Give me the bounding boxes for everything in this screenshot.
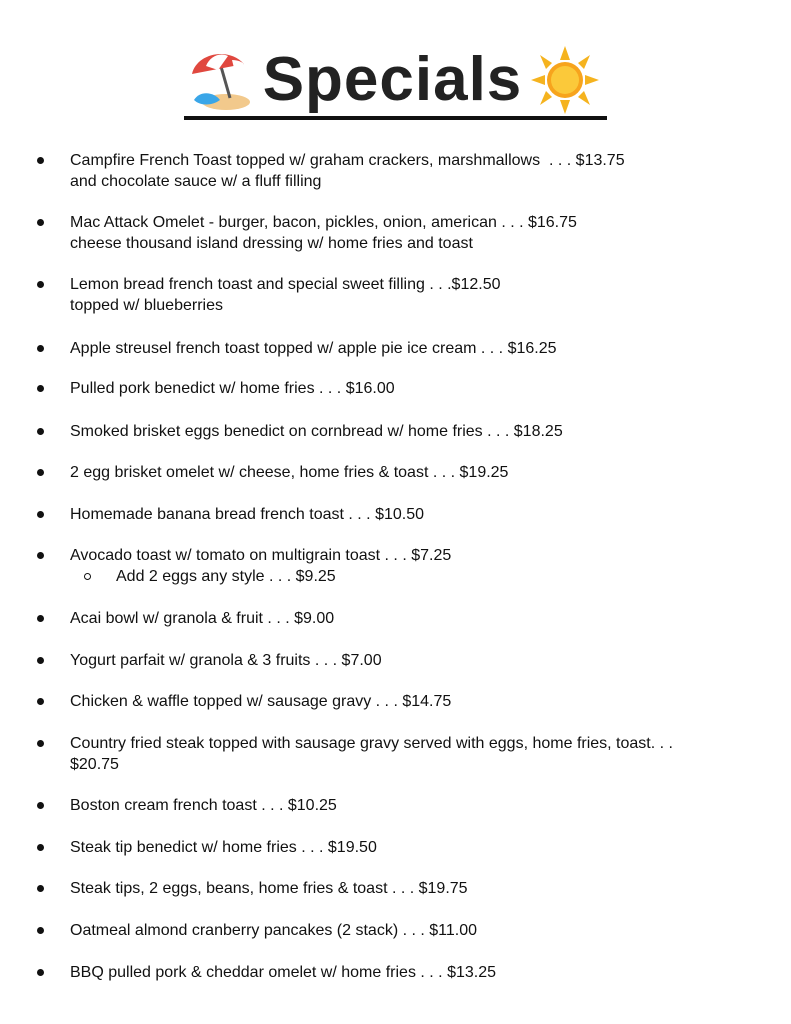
menu-item-text: Homemade banana bread french toast . . . $10.50: [70, 506, 425, 523]
bullet-icon: [37, 511, 44, 518]
menu-item-text: topped w/ blueberries: [70, 297, 223, 314]
menu-item-text: Boston cream french toast . . . $10.25: [70, 797, 337, 814]
menu-item-text: Mac Attack Omelet - burger, bacon, pickles, onion, american . . . $16.75: [70, 214, 577, 231]
page-title: Specials: [262, 45, 523, 114]
menu-item-text: Lemon bread french toast and special sweet filling . . .$12.50: [70, 276, 501, 293]
menu-item-text: Oatmeal almond cranberry pancakes (2 stack) . . . $11.00: [70, 922, 478, 939]
bullet-icon: [37, 698, 44, 705]
bullet-icon: [37, 469, 44, 476]
menu-item-text: Smoked brisket eggs benedict on cornbread w/ home fries . . . $18.25: [70, 423, 563, 440]
title-underline: [184, 44, 607, 120]
bullet-icon: [37, 428, 44, 435]
menu-item-text: Country fried steak topped with sausage gravy served with eggs, home fries, toast. . .: [70, 735, 673, 752]
menu-item-text: cheese thousand island dressing w/ home fries and toast: [70, 235, 473, 252]
menu-item-text: and chocolate sauce w/ a fluff filling: [70, 173, 322, 190]
sun-icon: [527, 44, 603, 116]
bullet-icon: [37, 157, 44, 164]
bullet-icon: [37, 802, 44, 809]
menu-item-text: BBQ pulled pork & cheddar omelet w/ home fries . . . $13.25: [70, 964, 496, 981]
menu-item-text: Apple streusel french toast topped w/ apple pie ice cream . . . $16.25: [70, 340, 557, 357]
bullet-icon: [37, 844, 44, 851]
bullet-icon: [37, 740, 44, 747]
menu-item-text: Steak tip benedict w/ home fries . . . $19.50: [70, 839, 377, 856]
menu-subitem-text: Add 2 eggs any style . . . $9.25: [116, 568, 336, 585]
menu-item-text: Pulled pork benedict w/ home fries . . . $16.00: [70, 380, 395, 397]
title-block: [0, 44, 791, 124]
bullet-icon: [37, 345, 44, 352]
beach-umbrella-icon: [188, 44, 258, 116]
menu-item-text: Steak tips, 2 eggs, beans, home fries & toast . . . $19.75: [70, 880, 468, 897]
menu-item-text: Acai bowl w/ granola & fruit . . . $9.00: [70, 610, 335, 627]
bullet-icon: [37, 552, 44, 559]
bullet-icon: [37, 885, 44, 892]
bullet-icon: [37, 927, 44, 934]
bullet-icon: [37, 657, 44, 664]
bullet-icon: [37, 219, 44, 226]
bullet-icon: [37, 969, 44, 976]
sub-bullet-icon: [84, 573, 91, 580]
bullet-icon: [37, 615, 44, 622]
menu-item-text: Campfire French Toast topped w/ graham crackers, marshmallows . . . $13.75: [70, 152, 625, 169]
menu-item-text: 2 egg brisket omelet w/ cheese, home fries & toast . . . $19.25: [70, 464, 509, 481]
menu-item-text: $20.75: [70, 756, 119, 773]
menu-item-text: Yogurt parfait w/ granola & 3 fruits . . . $7.00: [70, 652, 382, 669]
bullet-icon: [37, 385, 44, 392]
bullet-icon: [37, 281, 44, 288]
menu-item-text: Avocado toast w/ tomato on multigrain toast . . . $7.25: [70, 547, 452, 564]
menu-item-text: Chicken & waffle topped w/ sausage gravy . . . $14.75: [70, 693, 452, 710]
